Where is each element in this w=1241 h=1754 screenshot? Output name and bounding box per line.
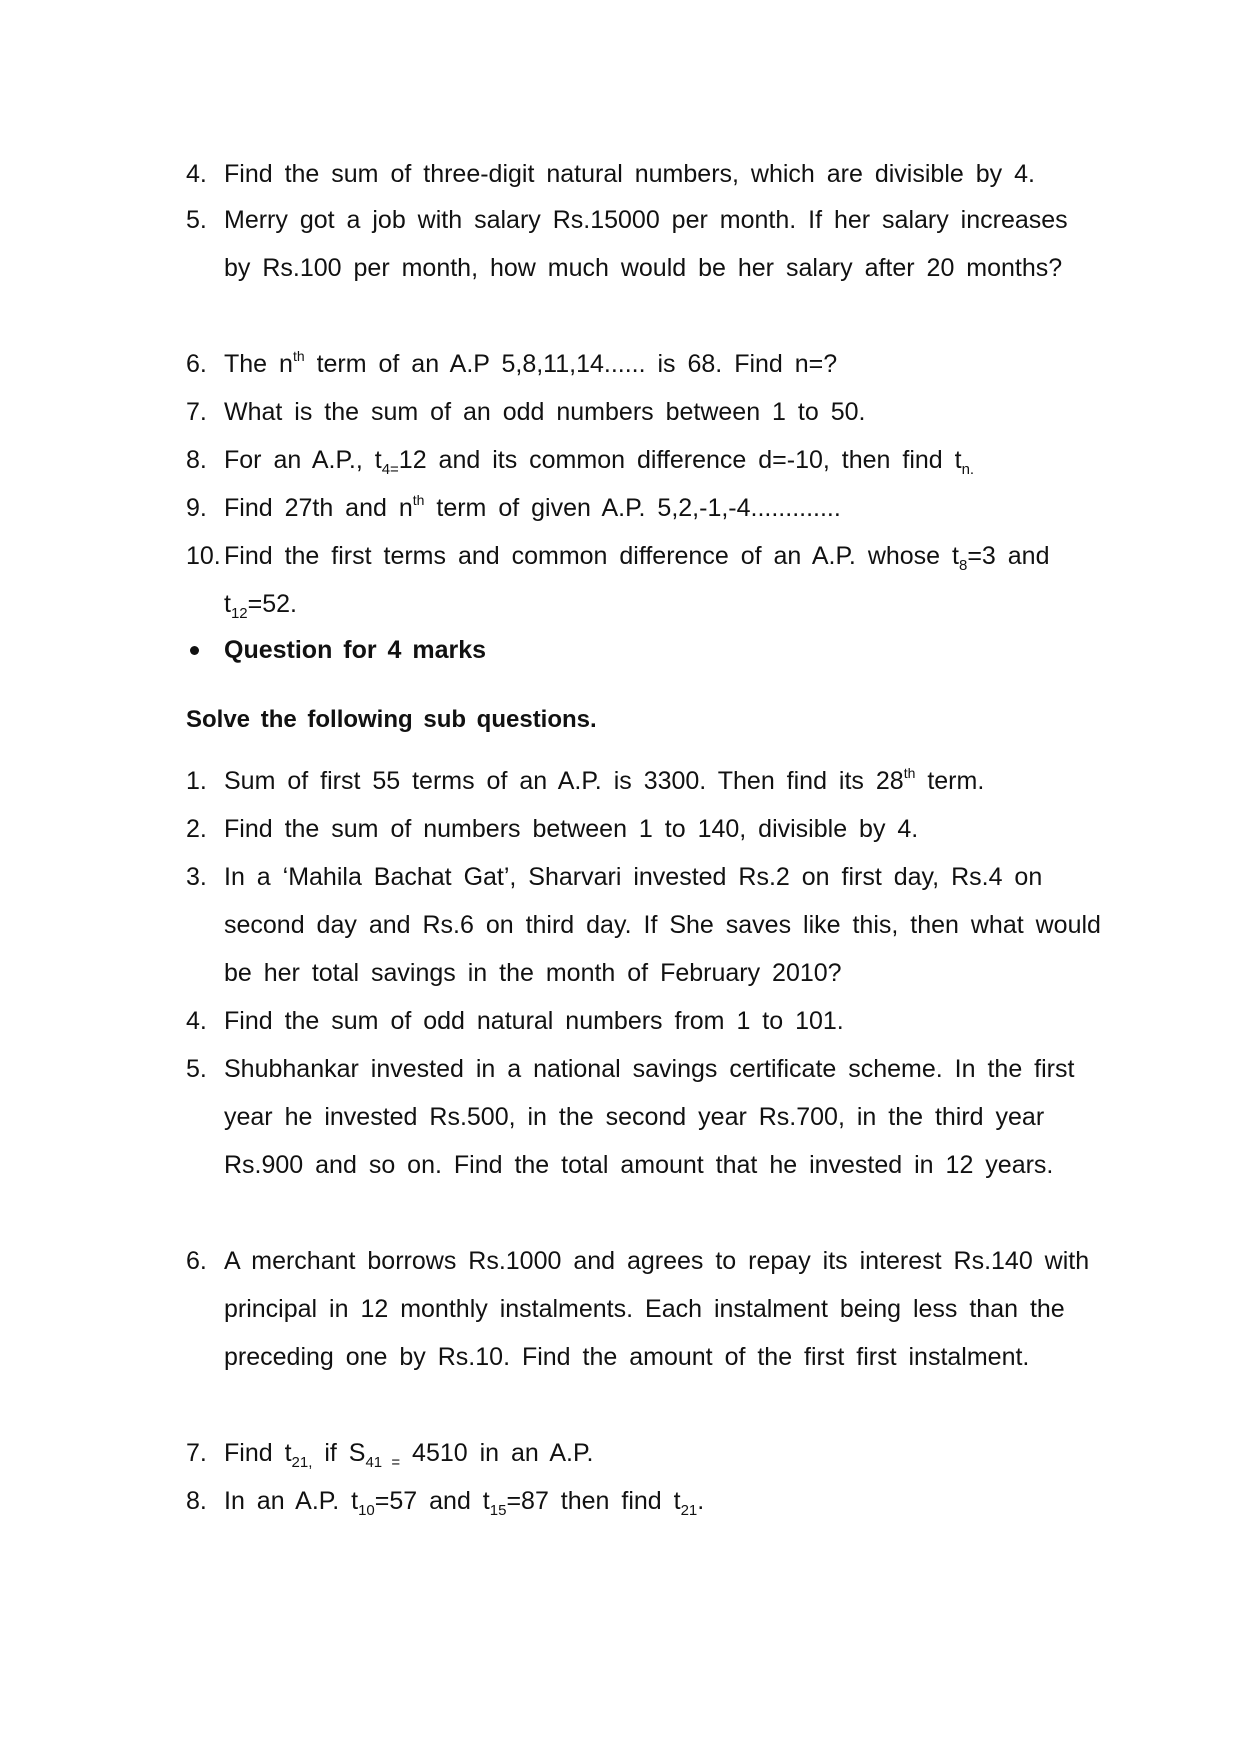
question-item xyxy=(186,532,1106,628)
question-number: 5. xyxy=(186,1055,207,1083)
question-number: 3. xyxy=(186,863,207,891)
question-text: Find the first terms and common difference of an A.P. whose $t_8=3$ and $t_{12}=52$. xyxy=(224,542,1050,622)
question-number: 5. xyxy=(186,206,207,234)
question-item xyxy=(186,853,1106,997)
section-bullet xyxy=(186,630,486,670)
question-text: Find the sum of three-digit natural numbers, which are divisible by 4. xyxy=(224,160,1035,188)
question-text: Sum of first 55 terms of an A.P. is 3300. Then find its 28th term. xyxy=(224,765,985,795)
question-text: Merry got a job with salary Rs.15000 per month. If her salary increases by Rs.100 per month, how much would be her salary after 20 months? xyxy=(224,206,1068,282)
question-number: 9. xyxy=(186,494,207,522)
section-heading: Question for 4 marks xyxy=(224,636,487,664)
question-text: A merchant borrows Rs.1000 and agrees to repay its interest Rs.140 with principal in 12 monthly instalments. Each instalment being less than the preceding one by Rs.10. Find the amount of the first first instalment. xyxy=(224,1247,1090,1371)
question-text: The $n^{th}$ term of an A.P 5,8,11,14...... is 68. Find n=? xyxy=(224,348,838,378)
question-item xyxy=(186,196,1106,292)
question-number: 6. xyxy=(186,1247,207,1275)
question-text: Shubhankar invested in a national savings certificate scheme. In the first year he invested Rs.500, in the second year Rs.700, in the third year Rs.900 and so on. Find the total amount that he invested in 12 years. xyxy=(224,1055,1075,1179)
question-item xyxy=(186,805,1106,853)
question-text: For an A.P., $t_{4=}12$ and its common difference d=-10, then find $t_{n.}$ xyxy=(224,446,975,478)
question-number: 10. xyxy=(186,542,221,570)
question-number: 2. xyxy=(186,815,207,843)
question-text: Find the sum of numbers between 1 to 140, divisible by 4. xyxy=(224,815,919,843)
question-text: In an A.P. $t_{10}=57$ and $t_{15}=87$ then find $t_{21}$. xyxy=(224,1487,705,1519)
question-item xyxy=(186,150,1106,198)
question-item xyxy=(186,997,1106,1045)
question-item xyxy=(186,1045,1106,1189)
question-number: 7. xyxy=(186,398,207,426)
question-item xyxy=(186,1477,1106,1525)
question-item xyxy=(186,1429,1106,1477)
question-item xyxy=(186,484,1106,532)
question-item xyxy=(186,340,1106,388)
question-item xyxy=(186,757,1106,805)
bullet-icon xyxy=(190,646,199,655)
question-text: In a ‘Mahila Bachat Gat’, Sharvari invested Rs.2 on first day, Rs.4 on second day and Rs.6 on third day. If She saves like this, then what would be her total savings in the month of February 2010? xyxy=(224,863,1101,987)
question-item xyxy=(186,388,1106,436)
question-number: 8. xyxy=(186,446,207,474)
question-item xyxy=(186,1237,1106,1381)
question-text: What is the sum of an odd numbers between 1 to 50. xyxy=(224,398,866,426)
question-text: Find $t_{21,}$ if $S_{41 =}$ 4510 in an A.P. xyxy=(224,1439,594,1471)
question-text: Find the sum of odd natural numbers from 1 to 101. xyxy=(224,1007,844,1035)
question-number: 6. xyxy=(186,350,207,378)
question-number: 8. xyxy=(186,1487,207,1515)
question-number: 7. xyxy=(186,1439,207,1467)
instruction-heading: Solve the following sub questions. xyxy=(186,706,597,733)
question-text: Find 27th and $n^{th}$ term of given A.P. 5,2,-1,-4............. xyxy=(224,492,841,522)
question-number: 4. xyxy=(186,1007,207,1035)
question-number: 4. xyxy=(186,160,207,188)
question-item xyxy=(186,436,1106,484)
question-number: 1. xyxy=(186,767,207,795)
